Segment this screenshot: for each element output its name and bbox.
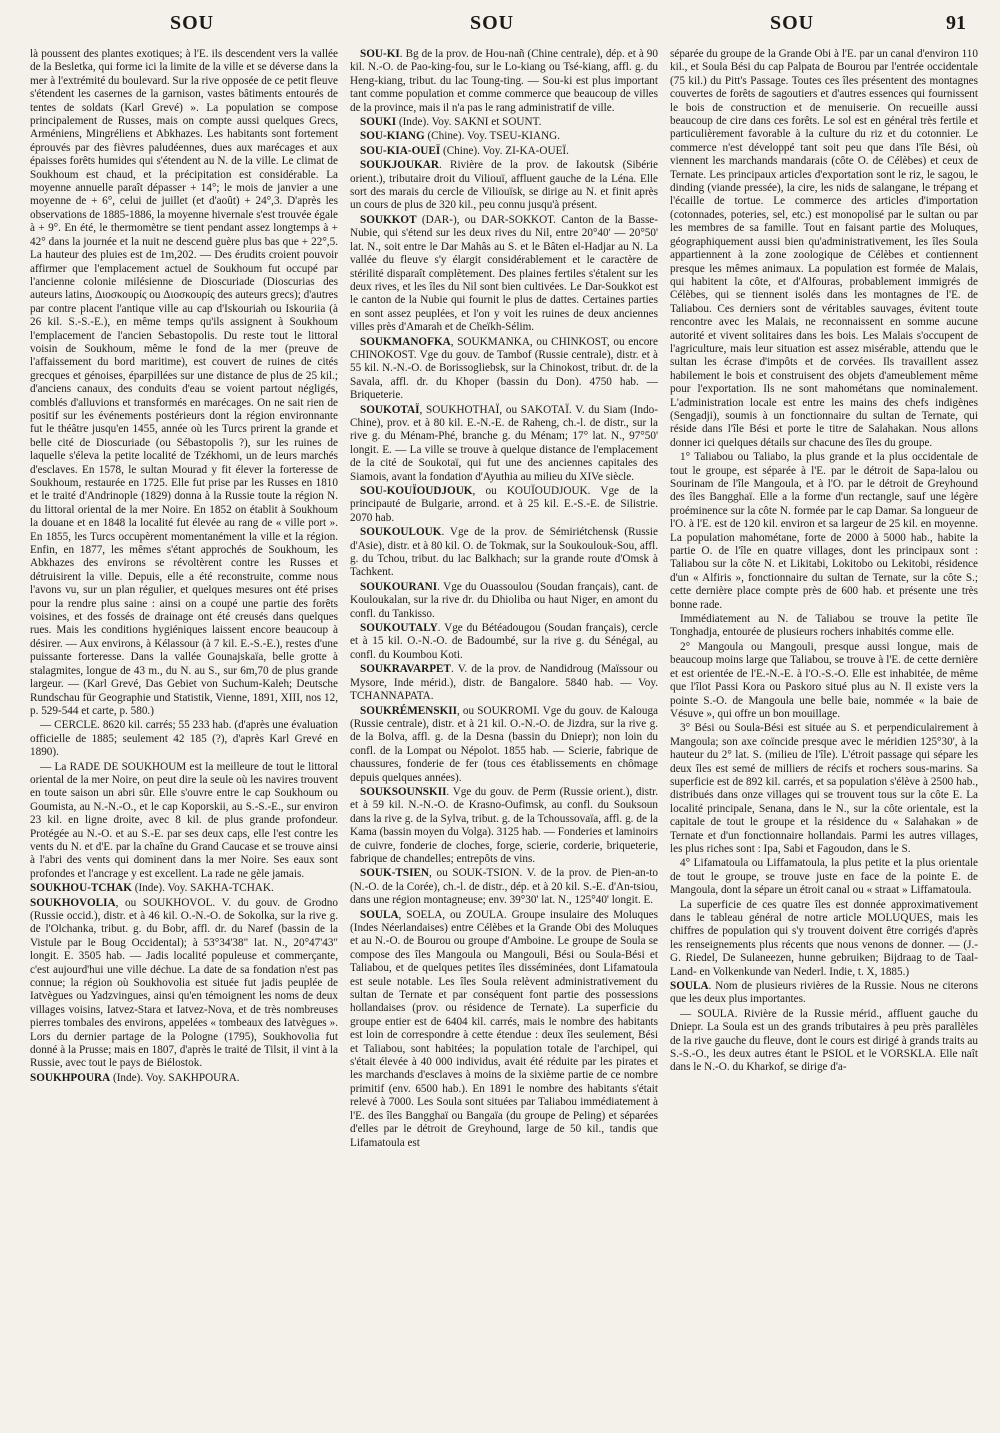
- entry-text: 1° Taliabou ou Taliabo, la plus grande et la plus occidentale de tout le groupe, est séparée à l'E. par le détroit de Sapa-lalou ou Sourinam de l'île Mangoula, et à l'O. par le détroit de Greyhound des îles Bangghaï. Elle a la forme d'un rectangle, sauf une légère proéminence sur la côte N. formée par le cap Damar. Sa longueur de l'O. à l'E. est de 120 kil. environ et sa largeur de 25 kil. en moyenne. La population mahométane, forte de 2000 à 5000 hab., habite la partie O. de l'île en quatre villages, dont les principaux sont : Taliabou sur la côte N. et Likitabi, Lokitobo ou Lekitobi, résidence d'un « Alfiris », fonctionnaire du sultan de Ternate, sur la côte S.; cette dernière place compte près de 600 hab. et présente une très bonne rade.: [670, 451, 978, 611]
- entry-headword: SOULA: [670, 980, 709, 993]
- entry-text: Immédiatement au N. de Taliabou se trouve la petite île Tonghadja, entourée de plusieurs rochers inhabités comme elle.: [670, 613, 978, 639]
- entry-text: . V. de la prov. de Nandidroug (Maïssour ou Mysore, Inde mérid.), distr. de Bangalore. 5840 hab. — Voy. TCHANNAPATA.: [350, 663, 658, 703]
- entry-text: . Vge du Ouassoulou (Soudan français), cant. de Kouloukalan, sur la rive dr. du Dhioliba ou haut Niger, en amont du confl. du Tankisso.: [350, 580, 658, 620]
- entry-text: , ou SOUK-TSION. V. de la prov. de Pien-an-to (N.-O. de la Corée), ch.-l. de distr., dép. et à 20 kil. S.-E. d'An-tsiou, dans une région montagneuse; env. 39°30' lat. N., 125°40' longit. E.: [350, 867, 658, 907]
- entry-text: (Chine). Voy. TSEU-KIANG.: [424, 130, 561, 143]
- entry-text: , ou SOUKHOVOL. V. du gouv. de Grodno (Russie occid.), distr. et à 46 kil. O.-N.-O. de Sokolka, sur la rive g. de l'Olchanka, tribut. g. du Bobr, affl. dr. du Naref (bassin de la Vistule par le Boug Occidental); à 53°34'38" lat. N., 20°47'43" longit. E. 3505 hab. — Jadis localité populeuse et commerçante, c'est aujourd'hui une ville déchue. La date de sa fondation n'est pas connue; la région où Soukhovolia est située fut jadis peuplée de Iatvègues ou Yadzvingues, ainsi qu'en témoignent les noms de deux villages voisins, Iatvez-Stara et Iatvez-Nova, et de très nombreuses pierres tombales des environs, appelées « tombeaux des Iatvègues ». Lors du dernier partage de la Pologne (1795), Soukhovolia fut donné à la Prusse; mais en 1807, d'après le traité de Tilsit, il vint à la Russie, avec tout le pays de Biélostok.: [30, 896, 338, 1070]
- dictionary-entry: [350, 867, 658, 907]
- entry-text: , SOUKHOTHAÏ, ou SAKOTAÏ. V. du Siam (Indo-Chine), prov. et à 80 kil. E.-N.-E. de Raheng, ch.-l. de distr., sur la rive g. du Ménam-Phé, branche g. du Ménam; 17° lat. N., 97°50' longit. E. — La ville se trouve à quelque distance de l'emplacement de la cité de Soukotaï, qui fut une des anciennes capitales des Siamois, avant la fondation d'Ayuthia au milieu du XIVe siècle.: [350, 403, 658, 483]
- dictionary-entry: [350, 786, 658, 866]
- entry-text: . Vge de la prov. de Sémiriétchensk (Russie d'Asie), distr. et à 80 kil. O. de Tokmak, sur la Soukoulouk-Sou, affl. g. du Tchou, tribut. du lac Balkhach; sur la grande route d'Omsk à Tachkent.: [350, 526, 658, 579]
- entry-text: . Nom de plusieurs rivières de la Russie. Nous ne citerons que les deux plus importantes.: [670, 980, 978, 1006]
- column-1: [30, 48, 338, 1423]
- dictionary-entry: [350, 526, 658, 580]
- entry-text: . Rivière de la prov. de Iakoutsk (Sibérie orient.), tributaire droit du Viliouï, affluent gauche de la Léna. Elle sort des marais du cercle de Viliouïsk, se dirige au N. et finit après un cours de plus de 320 kil., peu connu jusqu'à présent.: [350, 159, 658, 212]
- entry-headword: SOUKI: [360, 116, 397, 129]
- entry-paragraph: [670, 899, 978, 979]
- dictionary-entry: [350, 116, 658, 129]
- dictionary-entry: [30, 882, 338, 895]
- entry-text: — La RADE DE SOUKHOUM est la meilleure de tout le littoral oriental de la mer Noire, on peut dire la seule où les navires trouvent en toute saison un abri sûr. Elle s'ouvre entre le cap Soukhoum ou Goumista, au N.-N.-O., et le cap Koporskii, au S.-S.-E., sur environ 23 kil. en ligne droite, avec 8 kil. de plus grande profondeur. Protégée au N.-O. et au S.-E. par ses deux caps, elle l'est contre les vents du N. et d'E. par la chaîne du Grand Caucase et se trouve ainsi à l'abri des vents qui dominent dans la mer Noire. Ses eaux sont profondes et l'ancrage y est excellent. La rade ne gèle jamais.: [30, 760, 338, 880]
- entry-text: 4° Lifamatoula ou Liffamatoula, la plus petite et la plus orientale de tout le groupe, se trouve juste en face de la pointe E. de Mangoula, dont la sépare un étroit canal ou « straat » Liffamatoula.: [670, 857, 978, 897]
- entry-text: (Inde). Voy. SAKHPOURA.: [110, 1071, 240, 1084]
- running-head-left: SOU: [170, 12, 215, 34]
- dictionary-entry: [670, 980, 978, 1007]
- entry-text: . Bg de la prov. de Hou-nañ (Chine centrale), dép. et à 90 kil. N.-O. de Pao-king-fou, sur le Lo-kiang ou Tsé-kiang, affl. g. du Heng-kiang, tribut. du lac Toung-ting. — Sou-ki est plus important tant comme population et comme commerce que beaucoup de villes de la province, mais il n'a pas le rang administratif de ville.: [350, 48, 658, 114]
- entry-headword: SOUKOULOUK: [360, 526, 442, 539]
- column-2: [350, 48, 658, 1423]
- entry-headword: SOUKHOVOLIA: [30, 896, 116, 909]
- entry-headword: SOUKKOT: [360, 213, 417, 226]
- dictionary-entry: [350, 336, 658, 403]
- entry-headword: SOU-KIA-OUEÏ: [360, 144, 441, 157]
- entry-headword: SOUKOUTALY: [360, 622, 438, 635]
- dictionary-entry: [30, 1072, 338, 1085]
- entry-headword: SOU-KOUÏOUDJOUK: [360, 485, 473, 497]
- dictionary-entry: [30, 897, 338, 1071]
- entry-text: La superficie de ces quatre îles est donnée approximativement dans le tableau général de notre article MOLUQUES, mais les chiffres de population qui s'y trouvent doivent être corrigés d'après les renseignements plus récents que nous venons de donner. — (J.-G. Riedel, De Sulaneezen, hunne gebruiken; Bijdraag to de Taal- Land- en Volkenkunde van Nederl. Indie, t. X, 1885.): [670, 898, 978, 978]
- running-head-center: SOU: [470, 12, 515, 34]
- dictionary-entry: [350, 404, 658, 484]
- dictionary-entry: [350, 485, 658, 525]
- entry-headword: SOU-KIANG: [360, 130, 425, 143]
- entry-text: , SOELA, ou ZOULA. Groupe insulaire des Moluques (Indes Néerlandaises) entre Célèbes et la Grande Obi des Moluques et au N.-O. de Bourou ou groupe d'Amboine. Le groupe de Soula se compose des îles Mangoula ou Mangouli, Bési ou Soula-Bési et Taliabou, et de quelques petites îles disséminées, dont Lifamatoula est seule notable. Les îles Soula relèvent administrativement du sultan de Ternate et par conséquent font partie des possessions hollandaises (prov. ou résidence de Ternate). La superficie du groupe entier est de 6404 kil. carrés, mais le nombre des habitants est loin de correspondre à cette étendue : deux îles seulement, Bési et Taliabou, sont habitées; la population totale de l'archipel, qui s'était élevée à 40 000 individus, avait été réduite par les pirates et les marchands d'esclaves à moins de la sixième partie de ce nombre primitif (env. 6500 hab.). En 1891 le nombre des habitants s'était relevé à 7000. Les Soula sont situées par Taliabou immédiatement à l'E. des îles Bangghaï ou Bangaïa (du groupe de Peling) et séparées d'elles par le détroit de Greyhound, large de 50 kil., tandis que Lifamatoula est: [350, 908, 658, 1149]
- entry-paragraph: [30, 719, 338, 759]
- entry-text: 2° Mangoula ou Mangouli, presque aussi longue, mais de beaucoup moins large que Taliabou, se trouve à l'E. de cette dernière et est orientée de l'E.-N.-E. à l'O.-S.-O. Elle est inhabitée, de même que l'îlot Passi Kora ou Paskoro situé plus au N. Il existe vers la pointe S.-O. de Mangoula une belle baie, nommée « la baie de Vésuve », qui offre un bon mouillage.: [670, 640, 978, 720]
- dictionary-entry: [350, 130, 658, 143]
- dictionary-entry: [350, 145, 658, 158]
- entry-headword: SOUKHPOURA: [30, 1071, 111, 1084]
- dictionary-entry: [350, 663, 658, 703]
- column-3: [670, 48, 978, 1423]
- entry-paragraph: [670, 451, 978, 612]
- entry-headword: SOUKRAVARPET: [360, 663, 451, 676]
- entry-paragraph: [30, 48, 338, 718]
- dictionary-entry: [350, 909, 658, 1150]
- entry-headword: SOU-KI: [360, 48, 400, 60]
- entry-paragraph: [670, 722, 978, 856]
- entry-text: là poussent des plantes exotiques; à l'E. ils descendent vers la vallée de la Besletka, qui forme ici la limite de la ville et se déverse dans la mer à l'extrémité du boulevard. Sur la rive opposée de ce petit fleuve s'étendent les casernes de la garnison, vastes bâtiments entourés de tentes de soldats (Karl Grevé) ». La population se compose principalement de Russes, mais on compte aussi quelques Grecs, Arméniens, Mingréliens et Abkhazes. Les habitants sont fortement éprouvés par des fièvres paludéennes, dues aux marécages et aux épaisses forêts humides qui s'étendent au N. de la ville. Le climat de Soukhoum est chaud, et la précipitation est considérable. La moyenne annuelle paraît dépasser + 14°; le mois de janvier a une moyenne de + 6°, celui de juillet (et d'août) + 24°,3. D'après les observations de 1885-1886, la moyenne hivernale s'est trouvée égale à + 9°. En été, le thermomètre se tient pendant assez longtemps à + 42° dans la journée et la nuit ne descend guère plus bas que + 22°,5. La hauteur des pluies est de 1m,202. — Des érudits croient pouvoir affirmer que l'emplacement actuel de Soukhoum fut occupé par l'ancienne colonie milésienne de Dioscuriade (Dioscurias des auteurs latins, Διοσκουρίς ou Διοσκουρίς des auteurs grecs); d'autres par contre placent l'antique ville au cap d'Iskouriah ou Iskouriia (à 26 kil. S.-S.-E.), en même temps qu'ils assignent à Soukhoum l'emplacement de l'ancien Sebastopolis. Du reste tout le littoral voisin de Soukhoum, même le fond de la mer (preuve de l'affaissement du bord maritime), est couvert de ruines de cités grecques et génoises, éparpillées sur une distance de plus de 25 kil.; d'anciens canaux, des conduits d'eau se voient partout négligés, comblés d'alluvions et transformés en marécages. On ne sait rien de positif sur les événements postérieurs dont la région environnante fut le théâtre jusqu'en 1455, année où les Turcs prirent la grande et belle cité de Dioscuriade (ou Sébastopolis ?), sur les ruines de laquelle s'éleva la petite localité de Tzékhomi, un de leurs marchés d'esclaves. En 1578, le sultan Mourad y fit élever la forteresse de Soukhoum, restaurée en 1725. Elle fut prise par les Russes en 1810 et le traité d'Andrinople (1829) donna à la Russie toute la région N. du littoral oriental de la mer Noire. En 1852 on établit à Soukhoum la douane et en 1848 la localité fut élevée au rang de « ville port ». En 1855, les Turcs occupèrent momentanément la ville et la région. Enfin, en 1877, les mêmes s'étant approchés de Soukhoum, les Abkhazes des environs se révoltèrent contre les Russes et détruisirent la ville. Depuis, elle a été reconstruite, comme nous l'avons vu, sur un plan régulier, et quelques mesures ont été prises pour la rendre plus saine : ainsi on a coupé une partie des forêts voisines, et des fossés de drainage ont été creusés dans quelques rues. Mais les conditions hygiéniques laissent encore beaucoup à désirer. — Aux environs, à Kélassour (à 7 kil. E.-S.-E.), restes d'une puissante forteresse. Dans la vallée Gounajskaïa, belle grotte à stalagmites, longue de 43 m., du N. au S., sur 6m,70 de plus grande largeur. — (Karl Grevé, Das Gebiet von Suchum-Kaleh; Deutsche Rundschau für Geographie und Statistik, Vienne, 1891, XIII, nos 12, p. 529-544 et carte, p. 580.): [30, 48, 338, 717]
- dictionary-entry: [350, 581, 658, 621]
- entry-text: — CERCLE. 8620 kil. carrés; 55 233 hab. (d'après une évaluation officielle de 1885; seulement 42 185 (?), d'après Karl Grevé en 1890).: [30, 719, 338, 759]
- dictionary-entry: [350, 48, 658, 115]
- entry-text: , ou SOUKROMI. Vge du gouv. de Kalouga (Russie centrale), distr. et à 21 kil. O.-N.-O. de Jizdra, sur la rive g. de la Bolva, affl. g. de la Desna (bassin du Dniepr); non loin du confl. de la Lompat ou Népolot. 1855 hab. — Scierie, fabrique de chaussures, fonderie de fer (tous ces établissements en chômage depuis quelques années).: [350, 704, 658, 784]
- entry-text: . Vge du gouv. de Perm (Russie orient.), distr. et à 59 kil. N.-N.-O. de Krasno-Oufimsk, au confl. du Souksoun dans la rive g. de la Sylva, tribut. g. de la Tchoussovaïa, affl. g. de la Kama (bassin moyen du Volga). 3125 hab. — Fonderies et laminoirs de cuivre, fonderie de cloches, forge, scierie, corderie, briqueterie, fabrique de chandelles; entrepôts de vins.: [350, 785, 658, 865]
- entry-text: (Chine). Voy. ZI-KA-OUEÏ.: [440, 144, 569, 157]
- running-head-right: SOU: [770, 12, 815, 34]
- entry-paragraph: [670, 1008, 978, 1075]
- entry-headword: SOULA: [360, 908, 399, 921]
- entry-paragraph: [670, 857, 978, 897]
- entry-text: (DAR-), ou DAR-SOKKOT. Canton de la Basse-Nubie, qui s'étend sur les deux rives du Nil, entre 20°40' — 20°50' lat. N., soit entre le Dar Mahâs au S. et le Bâten el-Hadjar au N. La vallée du fleuve s'y élargit considérablement et le caractère de stérilité disparaît complètement. Des plaines fertiles s'étalent sur les deux rives, et les îles du Nil sont bien cultivées. Le Dar-Soukkot est le canton de la Nubie qui fournit le plus de dattes. Certaines parties en sont assez peuplées, et l'on y voit les ruines de deux anciennes villes près d'Amarah et de Cheïkh-Sélim.: [350, 213, 658, 334]
- entry-text: , ou KOUÏOUDJOUK. Vge de la principauté de Bulgarie, arrond. et à 25 kil. E.-S.-E. de Silistrie. 2070 hab.: [350, 485, 658, 524]
- entry-text: séparée du groupe de la Grande Obi à l'E. par un canal d'environ 110 kil., et Soula Bési du cap Palpata de Bourou par l'entrée occidentale (75 kil.) du Pitt's Passage. Toutes ces îles présentent des montagnes couvertes de forêts de sagoutiers et d'autres essences qui fournissent le bois de construction et de menuiserie. On recueille aussi beaucoup de cire dans ces forêts. Le sol est en général très fertile et particulièrement favorable à la culture du riz et du cotonnier. Le commerce n'est développé tant soit peu que dans l'île Bési, où viennent les marchands mandarais (côte O. de Célèbes) et ceux de Ternate. Les principaux articles d'exportation sont le riz, le sagou, le dinding (viande pressée), la cire, les nids de salangane, le trépang et l'écaille de tortue. Le commerce des articles d'importation (cotonnades, poteries, sel, etc.) est monopolisé par le sultan ou par les membres de sa famille. Tout en faisant partie des Moluques, géographiquement aussi bien qu'administrativement, les îles Soula appartiennent à la zone zoologique de Célèbes et contiennent presque les mêmes animaux. La population est formée de Malais, qui habitent la côte, et d'Alfouras, probablement immigrés de Célèbes, qui se tiennent isolés dans les montagnes de l'E. de Taliabou. Ces derniers sont de véritables sauvages, évitent toute rencontre avec les Malais, ne reconnaissent en somme aucune autorité et vivent solitaires dans les bois. Les Malais s'occupent de l'agriculture, mais leur situation est assez misérable, attendu que le sultan les écrase d'impôts et de corvées. Ils travaillent assez habilement le bois et construisent des objets d'ameublement même pour l'exportation. Ils ne sont mahométans que nominalement. L'administration locale est entre les mains des chefs indigènes (Sengadji), soumis à un fonctionnaire du sultan de Ternate, qui réside dans l'île Bési et porte le titre de Salahakan. Nous allons donner ici quelques détails sur chacune des îles du groupe.: [670, 48, 978, 449]
- entry-text: , SOUKMANKA, ou CHINKOST, ou encore CHINOKOST. Vge du gouv. de Tambof (Russie centrale), distr. et à 55 kil. N.-N.-O. de Borissogliebsk, sur la Chinokost, tribut. dr. de la Savala, affl. dr. du Khoper (bassin du Don). 4750 hab. — Briqueterie.: [350, 335, 658, 402]
- entry-paragraph: [670, 641, 978, 721]
- entry-headword: SOUKJOUKAR: [360, 159, 439, 172]
- entry-text: — SOULA. Rivière de la Russie mérid., affluent gauche du Dniepr. La Soula est un des grands tributaires à peu près parallèles de la rive gauche du fleuve, dont le cours est dirigé à grands traits au S.-S.-O., les deux autres étant le PSIOL et le VORSKLA. Elle naît dans le N.-O. du Kharkof, se dirige d'a-: [670, 1007, 978, 1074]
- dictionary-entry: [350, 622, 658, 662]
- entry-headword: SOUKHOU-TCHAK: [30, 882, 132, 895]
- dictionary-entry: [350, 159, 658, 213]
- entry-text: . Vge du Bétéadougou (Soudan français), cercle et à 15 kil. O.-N.-O. de Badoumbé, sur la rive g. du Sénégal, au confl. du Koumbou Koti.: [350, 622, 658, 661]
- entry-headword: SOUKOTAÏ: [360, 403, 420, 416]
- entry-headword: SOUKRÉMENSKII: [360, 704, 457, 717]
- dictionary-entry: [350, 705, 658, 785]
- entry-text: (Inde). Voy. SAKNI et SOUNT.: [396, 116, 542, 129]
- entry-paragraph: [670, 48, 978, 450]
- entry-text: (Inde). Voy. SAKHA-TCHAK.: [131, 882, 274, 895]
- entry-text: 3° Bési ou Soula-Bési est située au S. et perpendiculairement à Mangoula; son axe coïncide presque avec le méridien 125°30', à la hauteur du 2° lat. S. (milieu de l'île). L'étroit passage qui sépare les deux îles est semé de milliers de récifs et rochers sous-marins. Sa superficie est de 892 kil. carrés, et sa population s'élève à 2500 hab., distribués dans onze villages qui se trouvent tous sur la côte E. La localité principale, Senana, dans le N., sur la côte orientale, est la capitale de tout le groupe et la résidence du « Salahakan » de Ternate et d'un fonctionnaire hollandais. Parmi les autres villages, les plus riches sont : Ipa, Sabi et Fagoudon, dans le S.: [670, 722, 978, 855]
- entry-paragraph: [30, 761, 338, 882]
- page-number: 91: [946, 12, 966, 34]
- entry-headword: SOUK-TSIEN: [360, 867, 430, 880]
- running-header: [30, 12, 970, 42]
- entry-headword: SOUKMANOFKA: [360, 335, 451, 348]
- entry-headword: SOUKOURANI: [360, 580, 438, 593]
- dictionary-entry: [350, 214, 658, 335]
- text-columns: [30, 48, 978, 1423]
- entry-headword: SOUKSOUNSKII: [360, 785, 447, 798]
- entry-paragraph: [670, 613, 978, 640]
